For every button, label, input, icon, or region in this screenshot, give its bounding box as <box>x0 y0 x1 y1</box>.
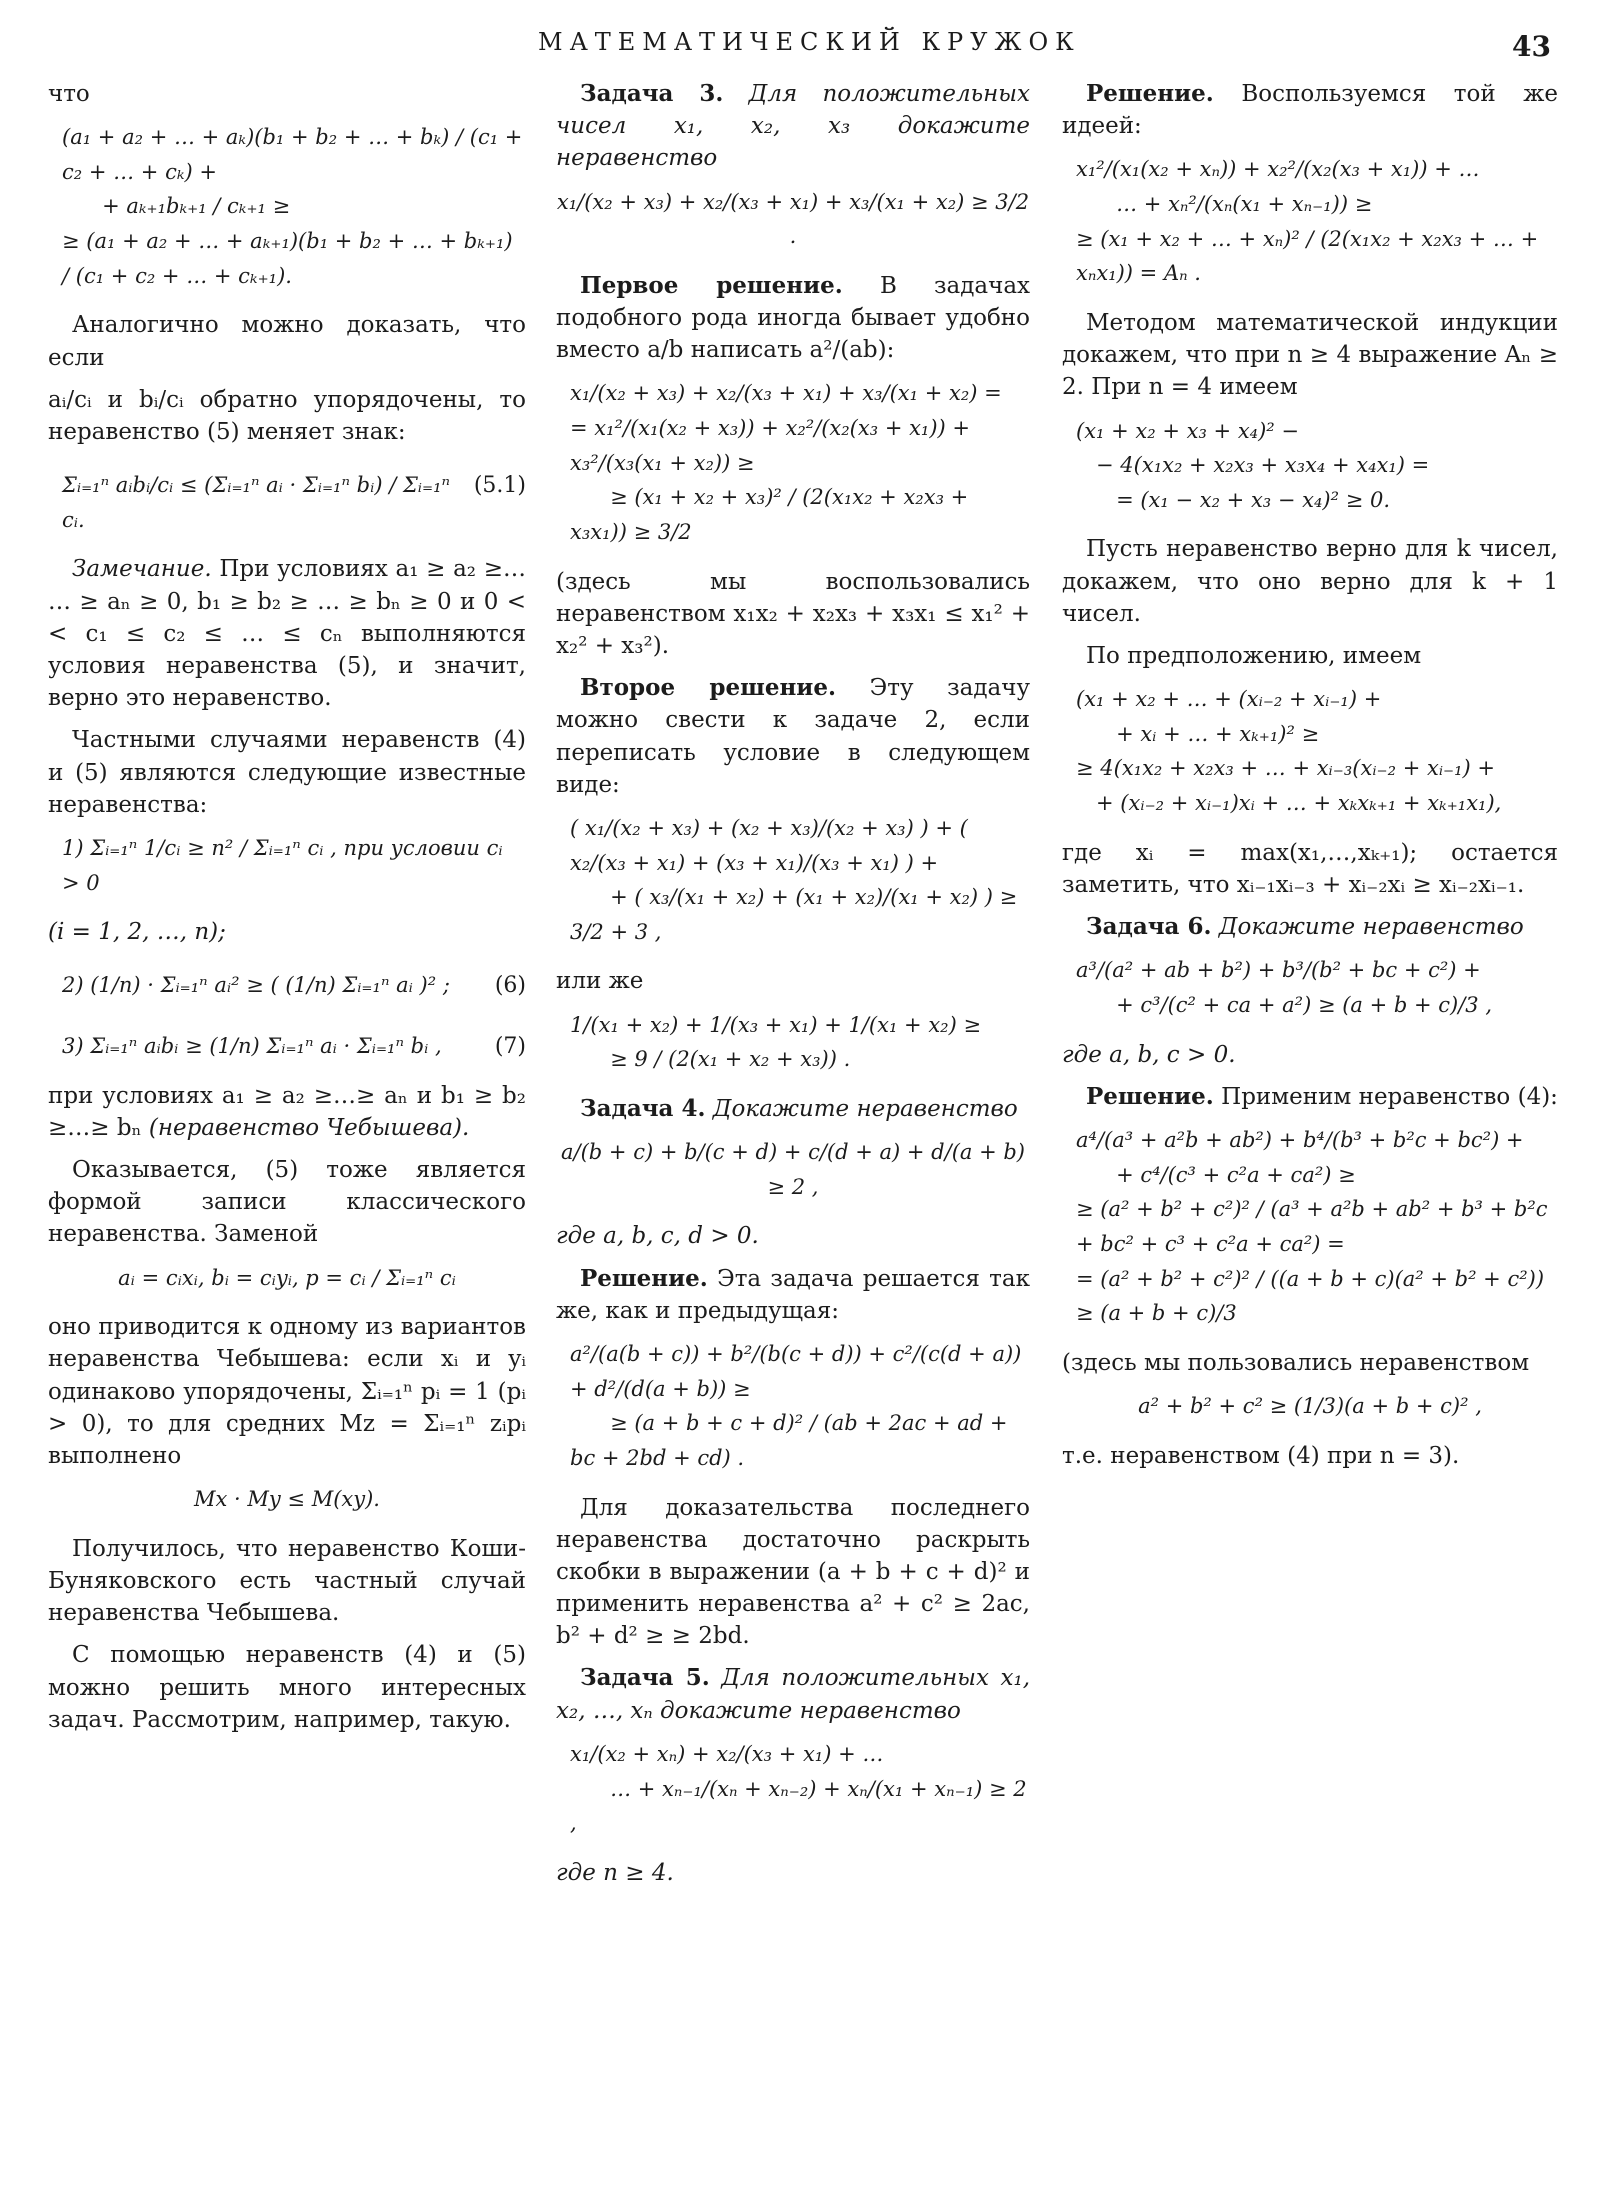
paragraph-chebyshev-conditions <box>48 1080 526 1144</box>
problem-5-text: Для положительных x₁, x₂, …, xₙ докажите неравенство <box>556 1665 1031 1724</box>
formula-7-number: (7) <box>494 1034 526 1060</box>
formula-quadratic-mean: a² + b² + c² ≥ (1/3)(a + b + c)² , <box>1138 1393 1482 1418</box>
running-header <box>0 20 1600 66</box>
problem-3 <box>556 78 1030 175</box>
formula-induction: (x₁ + x₂ + … + (xᵢ₋₂ + xᵢ₋₁) + + xᵢ + … + xₖ₊₁)² ≥ ≥ 4(x₁x₂ + x₂x₃ + … + xᵢ₋₃(xᵢ₋₂ + xᵢ₋₁) + + (xᵢ₋₂ + xᵢ₋₁)xᵢ + … + xₖxₖ₊₁ + xₖ₊₁x₁), <box>1076 687 1502 816</box>
formula-solution-5: x₁²/(x₁(x₂ + xₙ)) + x₂²/(x₂(x₃ + x₁)) + … … + xₙ²/(xₙ(x₁ + xₙ₋₁)) ≥ ≥ (x₁ + x₂ + … + xₙ)² / (2(x₁x₂ + x₂x₃ + … + xₙx₁)) = Aₙ . <box>1076 157 1539 286</box>
formula-or: 1/(x₁ + x₂) + 1/(x₃ + x₁) + 1/(x₁ + x₂) ≥ ≥ 9 / (2(x₁ + x₂ + x₃)) . <box>570 1012 982 1072</box>
paragraph-where-abc: где a, b, c > 0. <box>1062 1041 1236 1068</box>
paragraph-turns-out: Оказывается, (5) тоже является формой записи классического неравенства. Заменой <box>48 1157 526 1248</box>
paragraph-proof-hint: Для доказательства последнего неравенства достаточно раскрыть скобки в выражении (a + b + c + d)² и применить неравенства a² + c² ≥ 2ac, b² + d² ≥ ≥ 2bd. <box>556 1494 1030 1650</box>
formula-7: 3) Σᵢ₌₁ⁿ aᵢbᵢ ≥ (1/n) Σᵢ₌₁ⁿ aᵢ · Σᵢ₌₁ⁿ bᵢ , <box>62 1034 442 1059</box>
formula-induction-step: (a₁ + a₂ + … + aₖ)(b₁ + b₂ + … + bₖ) / (c₁ + c₂ + … + cₖ) + + aₖ₊₁bₖ₊₁ / cₖ₊₁ ≥ ≥ (a₁ + a₂ + … + aₖ₊₁)(b₁ + b₂ + … + bₖ₊₁) / (c₁ + c₂ + … + cₖ₊₁). <box>62 125 523 288</box>
paragraph-where-max: где xᵢ = max(x₁,…,xₖ₊₁); остается заметить, что xᵢ₋₁xᵢ₋₃ + xᵢ₋₂xᵢ ≥ xᵢ₋₂xᵢ₋₁. <box>1062 839 1558 898</box>
chebyshev-name: (неравенство Чебышева). <box>148 1114 470 1141</box>
formula-problem-3: x₁/(x₂ + x₃) + x₂/(x₃ + x₁) + x₃/(x₁ + x₂) ≥ 3/2 . <box>556 189 1036 249</box>
problem-6 <box>1062 911 1558 943</box>
page-number: 43 <box>1512 30 1551 63</box>
solution-4-text: Эта задача решается так же, как и предыдущая: <box>556 1265 1030 1324</box>
chebyshev-conditions-text: при условиях a₁ ≥ a₂ ≥…≥ aₙ и b₁ ≥ b₂ ≥…≥ bₙ <box>48 1082 526 1141</box>
paragraph-chto: что <box>48 81 90 107</box>
paragraph-i-range: (i = 1, 2, …, n); <box>48 919 226 946</box>
formula-solution-1: x₁/(x₂ + x₃) + x₂/(x₃ + x₁) + x₃/(x₁ + x₂) = = x₁²/(x₁(x₂ + x₃)) + x₂²/(x₂(x₃ + x₁)) + x₃²/(x₃(x₁ + x₂)) ≥ ≥ (x₁ + x₂ + x₃)² / (2(x₁x₂ + x₂x₃ + x₃x₁)) ≥ 3/2 <box>570 381 1002 544</box>
solution-5-label: Решение. <box>1086 80 1214 107</box>
formula-problem-5: x₁/(x₂ + xₙ) + x₂/(x₃ + x₁) + … … + xₙ₋₁/(xₙ + xₙ₋₂) + xₙ/(x₁ + xₙ₋₁) ≥ 2 , <box>570 1741 1027 1836</box>
column-2 <box>556 78 1036 2178</box>
formula-problem-6: a³/(a² + ab + b²) + b³/(b² + bc + c²) + + c³/(c² + ca + a²) ≥ (a + b + c)/3 , <box>1076 958 1493 1017</box>
solution-2-label: Второе решение. <box>580 674 837 702</box>
formula-7-row <box>48 1019 526 1080</box>
paragraph-analog-1: Аналогично можно доказать, что если <box>48 312 526 371</box>
paragraph-reduces: оно приводится к одному из вариантов неравенства Чебышева: если xᵢ и yᵢ одинаково упорядочены, Σᵢ₌₁ⁿ pᵢ = 1 (pᵢ > 0), то для средних Mz = Σᵢ₌₁ⁿ zᵢpᵢ выполнено <box>48 1314 526 1469</box>
paragraph-ie: т.е. неравенством (4) при n = 3). <box>1062 1442 1460 1469</box>
formula-6-row <box>48 958 526 1019</box>
problem-5 <box>556 1662 1030 1726</box>
column-1 <box>48 78 526 2178</box>
problem-4-label: Задача 4. <box>580 1094 706 1122</box>
problem-3-label: Задача 3. <box>580 80 724 107</box>
formula-problem-4: a/(b + c) + b/(c + d) + c/(d + a) + d/(a + b) ≥ 2 , <box>561 1140 1032 1199</box>
remark-label: Замечание. <box>72 556 212 583</box>
solution-2-text: Эту задачу можно свести к задаче 2, если переписать условие в следующем виде: <box>556 675 1030 798</box>
paragraph-induction: Методом математической индукции докажем, что при n ≥ 4 выражение Aₙ ≥ 2. При n = 4 имеем <box>1062 309 1558 401</box>
paragraph-where-n4: где n ≥ 4. <box>556 1859 674 1886</box>
solution-5 <box>1062 78 1558 142</box>
paragraph-by-assumption: По предположению, имеем <box>1086 642 1422 669</box>
paragraph-analog-2: aᵢ/cᵢ и bᵢ/cᵢ обратно упорядочены, то неравенство (5) меняет знак: <box>48 386 526 445</box>
solution-1 <box>556 270 1030 367</box>
paragraph-or: или же <box>556 968 644 995</box>
paragraph-assume: Пусть неравенство верно для k чисел, докажем, что оно верно для k + 1 чисел. <box>1062 536 1558 627</box>
paragraph-used-inequality: (здесь мы воспользовались неравенством x₁x₂ + x₂x₃ + x₃x₁ ≤ x₁² + x₂² + x₃²). <box>556 568 1030 659</box>
formula-5-1: Σᵢ₌₁ⁿ aᵢbᵢ/cᵢ ≤ (Σᵢ₌₁ⁿ aᵢ · Σᵢ₌₁ⁿ bᵢ) / Σᵢ₌₁ⁿ cᵢ. <box>62 473 457 532</box>
solution-6-text: Применим неравенство (4): <box>1221 1083 1558 1110</box>
paragraph-cauchy: Получилось, что неравенство Коши-Буняковского есть частный случай неравенства Чебышева. <box>48 1535 526 1627</box>
problem-6-text: Докажите неравенство <box>1218 914 1524 941</box>
problem-3-text: Для положительных чисел x₁, x₂, x₃ докажите неравенство <box>556 81 1030 172</box>
formula-case-1: 1) Σᵢ₌₁ⁿ 1/cᵢ ≥ n² / Σᵢ₌₁ⁿ cᵢ , при условии cᵢ > 0 <box>62 835 510 895</box>
column-3 <box>1062 78 1558 2178</box>
solution-6 <box>1062 1081 1558 1113</box>
problem-5-label: Задача 5. <box>580 1664 710 1692</box>
formula-mean-product: Mx · My ≤ M(xy). <box>194 1487 380 1512</box>
paragraph-many-problems: С помощью неравенств (4) и (5) можно решить много интересных задач. Рассмотрим, например, такую. <box>48 1642 526 1733</box>
solution-1-label: Первое решение. <box>580 271 843 299</box>
formula-solution-2: ( x₁/(x₂ + x₃) + (x₂ + x₃)/(x₂ + x₃) ) + ( x₂/(x₃ + x₁) + (x₃ + x₁)/(x₃ + x₁) ) + + ( x₃/(x₁ + x₂) + (x₁ + x₂)/(x₁ + x₂) ) ≥ 3/2 + 3 , <box>570 815 1018 944</box>
formula-6-number: (6) <box>494 973 526 999</box>
solution-5-text: Воспользуемся той же идеей: <box>1062 81 1558 140</box>
solution-4 <box>556 1263 1030 1327</box>
formula-5-1-row <box>48 458 526 553</box>
problem-4-text: Докажите неравенство <box>712 1095 1018 1122</box>
formula-n-equals-4: (x₁ + x₂ + x₃ + x₄)² − − 4(x₁x₂ + x₂x₃ + x₃x₄ + x₄x₁) = = (x₁ − x₂ + x₃ − x₄)² ≥ 0. <box>1076 418 1430 512</box>
formula-substitution: aᵢ = cᵢxᵢ, bᵢ = cᵢyᵢ, p = cᵢ / Σᵢ₌₁ⁿ cᵢ <box>118 1265 456 1290</box>
paragraph-remark <box>48 553 526 714</box>
solution-4-label: Решение. <box>580 1264 708 1292</box>
paragraph-special-cases: Частными случаями неравенств (4) и (5) являются следующие известные неравенства: <box>48 727 526 818</box>
formula-solution-6: a⁴/(a³ + a²b + ab²) + b⁴/(b³ + b²c + bc²) + + c⁴/(c³ + c²a + ca²) ≥ ≥ (a² + b² + c²)² / (a³ + a²b + ab² + b³ + b²c + bc² + c³ + c²a + ca²) = = (a² + b² + c²)² / ((a + b + c)(a² + b² + c²)) ≥ (a + b + c)/3 <box>1076 1127 1548 1326</box>
problem-4 <box>556 1093 1030 1125</box>
formula-solution-4: a²/(a(b + c)) + b²/(b(c + d)) + c²/(c(d + a)) + d²/(d(a + b)) ≥ ≥ (a + b + c + d)² / (ab + 2ac + ad + bc + 2bd + cd) . <box>570 1341 1022 1470</box>
paragraph-where-abcd: где a, b, c, d > 0. <box>556 1223 759 1250</box>
running-title: МАТЕМАТИЧЕСКИЙ КРУЖОК <box>538 28 1081 56</box>
remark-text: При условиях a₁ ≥ a₂ ≥… … ≥ aₙ ≥ 0, b₁ ≥ b₂ ≥ … ≥ bₙ ≥ 0 и 0 < < c₁ ≤ c₂ ≤ … ≤ cₙ выполняются условия неравенства (5), и значит, верно это неравенство. <box>48 556 526 712</box>
problem-6-label: Задача 6. <box>1086 913 1212 941</box>
solution-2 <box>556 672 1030 801</box>
formula-5-1-number: (5.1) <box>473 473 526 499</box>
solution-6-label: Решение. <box>1086 1082 1214 1110</box>
solution-1-text: В задачах подобного рода иногда бывает удобно вместо a/b написать a²/(ab): <box>556 272 1031 364</box>
paragraph-used-inequality-2: (здесь мы пользовались неравенством <box>1062 1349 1530 1376</box>
formula-6: 2) (1/n) · Σᵢ₌₁ⁿ aᵢ² ≥ ( (1/n) Σᵢ₌₁ⁿ aᵢ )² ; <box>62 973 450 998</box>
